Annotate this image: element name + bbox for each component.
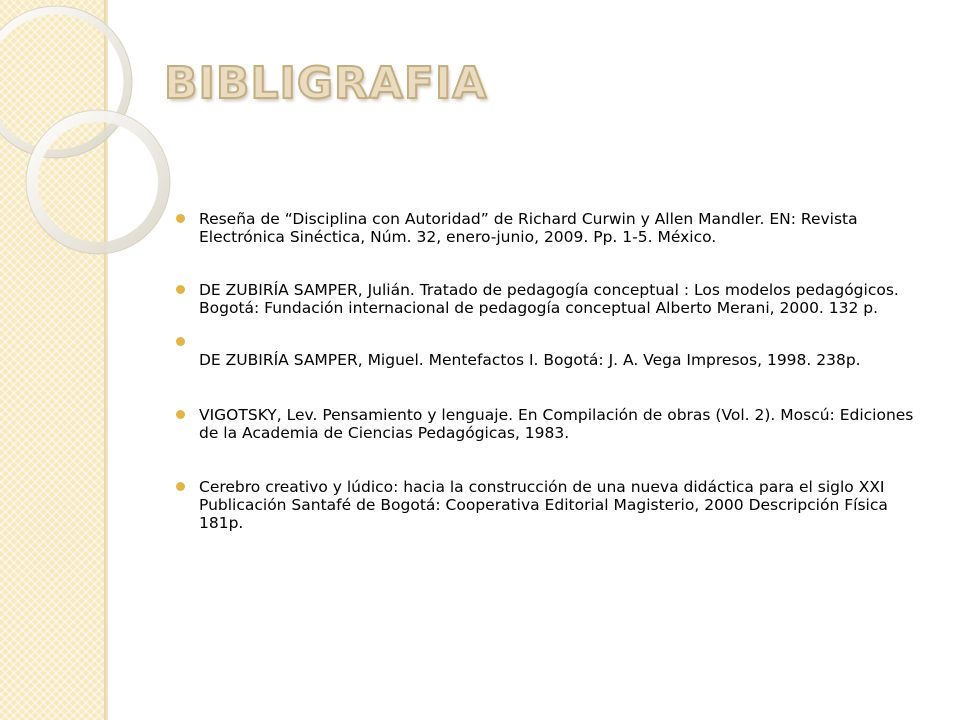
decorative-ring-large-outline <box>0 6 132 158</box>
slide-title: BIBLIGRAFIA <box>164 58 488 109</box>
reference-item <box>176 281 936 317</box>
reference-item <box>176 406 936 442</box>
reference-text: DE ZUBIRÍA SAMPER, Julián. Tratado de pedagogía conceptual : Los modelos pedagógicos. Bogotá: Fundación internacional de pedagogía conceptual Alberto Merani, 2000. 132 p. <box>199 281 899 317</box>
reference-text: VIGOTSKY, Lev. Pensamiento y lenguaje. En Compilación de obras (Vol. 2). Moscú: Ediciones de la Academia de Ciencias Pedagógicas, 1983. <box>199 406 914 442</box>
reference-text: DE ZUBIRÍA SAMPER, Miguel. Mentefactos I. Bogotá: J. A. Vega Impresos, 1998. 238p. <box>199 351 861 369</box>
reference-item <box>176 333 936 369</box>
reference-text: Cerebro creativo y lúdico: hacia la construcción de una nueva didáctica para el siglo XXI Publicación Santafé de Bogotá: Cooperativa Editorial Magisterio, 2000 Descripción Física 181p. <box>199 478 888 532</box>
bullet-icon <box>176 337 185 346</box>
reference-list <box>176 210 936 532</box>
bullet-icon <box>176 285 185 294</box>
reference-item <box>176 210 936 246</box>
bullet-icon <box>176 482 185 491</box>
reference-item <box>176 478 936 532</box>
bullet-icon <box>176 410 185 419</box>
bullet-icon <box>176 214 185 223</box>
reference-text: Reseña de “Disciplina con Autoridad” de Richard Curwin y Allen Mandler. EN: Revista Electrónica Sinéctica, Núm. 32, enero-junio, 2009. Pp. 1-5. México. <box>199 210 858 246</box>
